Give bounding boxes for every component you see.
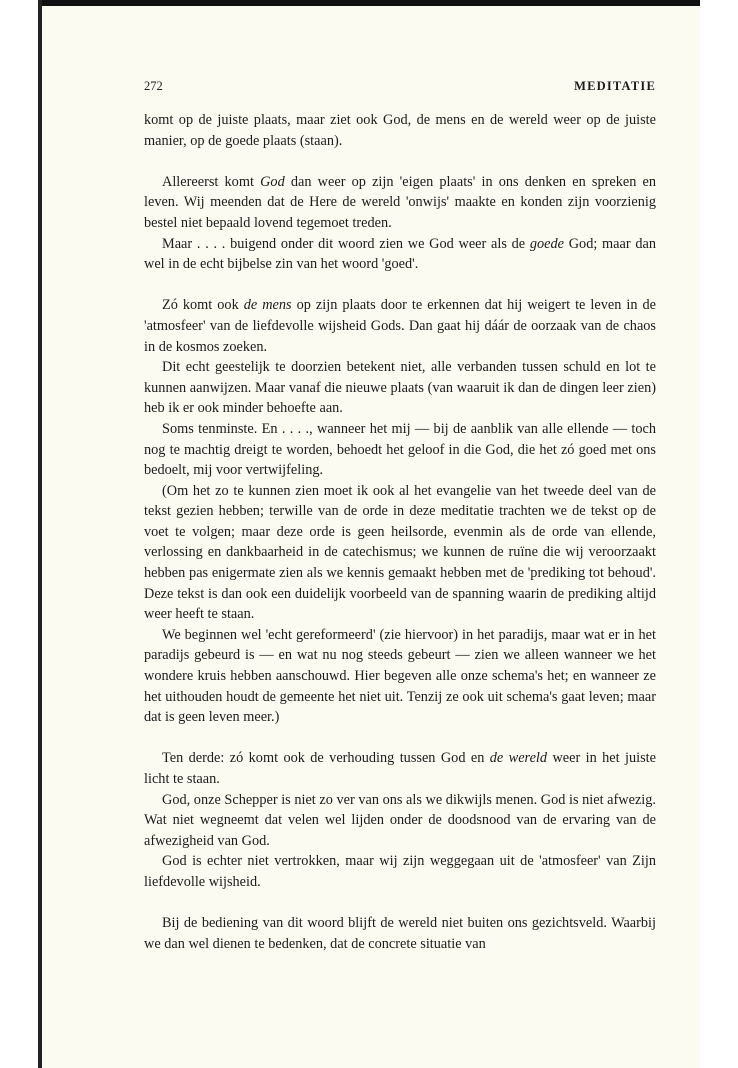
page-header [144, 79, 656, 97]
paragraph [144, 481, 656, 625]
body-text [144, 110, 656, 954]
text-run: God is echter niet vertrokken, maar wij zijn weggegaan uit de 'atmosfeer' van Zijn liefdevolle wijsheid. [144, 853, 656, 890]
text-run: God, onze Schepper is niet zo ver van ons als we dikwijls menen. God is niet afwezig. Wat niet wegneemt dat velen wel lijden onder de doodsnood van de ervaring van de afwezigheid van God. [144, 791, 656, 849]
paragraph [144, 851, 656, 892]
emphasis: de wereld [489, 750, 548, 767]
text-run: Bij de bediening van dit woord blijft de wereld niet buiten ons gezichtsveld. Waarbij we dan wel dienen te bedenken, dat de concrete situatie van [144, 915, 656, 952]
paragraph [144, 295, 656, 357]
running-title: MEDITATIE [574, 79, 656, 93]
page-number: 272 [144, 79, 163, 93]
scan-left-edge [38, 0, 42, 1068]
text-run: Soms tenminste. En . . . ., wanneer het mij — bij de aanblik van alle ellende — toch nog te machtig dreigt te worden, behoedt het geloof in die God, die het zó goed met ons bedoelt, mij voor vertwijfeling. [144, 420, 656, 479]
text-run: Allereerst komt [162, 173, 261, 190]
paragraph [144, 625, 656, 728]
paragraph [144, 172, 656, 234]
paragraph [144, 913, 656, 954]
text-run: Zó komt ook [162, 297, 244, 314]
text-run: (Om het zo te kunnen zien moet ik ook al het evangelie van het tweede deel van de tekst gezien hebben; terwille van de orde in deze meditatie trachten we de tekst op de voet te volgen; maar deze orde is geen heilsorde, evenmin als de orde van ellende, verlossing en dankbaarheid in de catechismus; we kunnen de ruïne die wij veroorzaakt hebben pas enigermate zien als we kennis gemaakt hebben met de 'prediking tot behoud'. Deze tekst is dan ook een duidelijk voorbeeld van de spanning waarin de prediking altijd weer heeft te staan. [144, 482, 656, 623]
text-run: dan weer op zijn 'eigen plaats' in ons denken en spreken en leven. Wij meenden dat de Here de wereld 'onwijs' maakte en konden zijn voorzienig bestel niet bepaald lovend tegemoet treden. [144, 173, 656, 231]
text-run: We beginnen wel 'echt gereformeerd' (zie hiervoor) in het paradijs, maar wat er in het paradijs gebeurd is — en wat nu nog steeds gebeurt — zien we alleen wanneer we het wondere kruis hebben aanschouwd. Hier begeven alle onze schema's het; en wanneer ze het uithouden houdt de gemeente het niet uit. Tenzij ze ook uit schema's gaat leven; maar dat is geen leven meer.) [144, 626, 656, 726]
paragraph [144, 234, 656, 275]
emphasis: de mens [243, 297, 292, 314]
paragraph [144, 790, 656, 852]
paragraph [144, 419, 656, 481]
emphasis: God [260, 173, 285, 190]
text-run: God; maar dan wel in de echt bijbelse zin van het woord 'goed'. [144, 235, 656, 273]
emphasis: goede [529, 235, 564, 252]
text-run: Maar . . . . buigend onder dit woord zien we God weer als de [162, 235, 530, 252]
text-run: weer in het juiste licht te staan. [144, 750, 656, 787]
text-run: komt op de juiste plaats, maar ziet ook God, de mens en de wereld weer op de juiste manier, op de goede plaats (staan). [144, 112, 656, 149]
paragraph [144, 357, 656, 419]
text-run: Dit echt geestelijk te doorzien betekent niet, alle verbanden tussen schuld en lot te kunnen aanwijzen. Maar vanaf die nieuwe plaats (van waaruit ik dan de dingen leer zien) heb ik er ook minder behoefte aan. [144, 359, 656, 417]
paragraph [144, 110, 656, 151]
text-run: Ten derde: zó komt ook de verhouding tussen God en [162, 750, 490, 767]
text-run: op zijn plaats door te erkennen dat hij weigert te leven in de 'atmosfeer' van de liefdevolle wijsheid Gods. Dan gaat hij dáár de oorzaak van de chaos in de kosmos zoeken. [144, 297, 656, 355]
paragraph [144, 748, 656, 789]
